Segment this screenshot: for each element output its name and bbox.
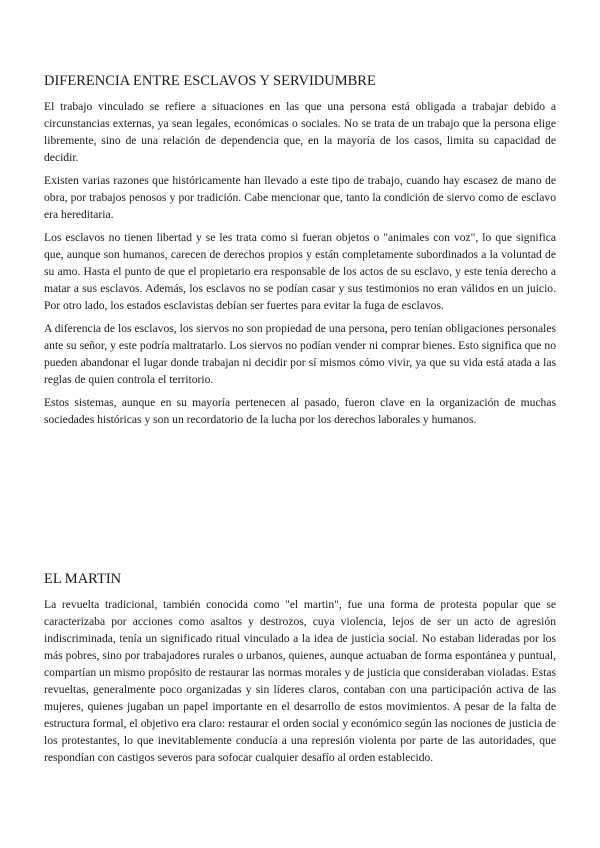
- paragraph: Existen varias razones que históricamente han llevado a este tipo de trabajo, cuando hay escasez de mano de obra, por trabajos penosos y por tradición. Cabe mencionar que, tanto la condición de siervo como de esclavo era hereditaria.: [44, 174, 556, 221]
- section-el-martin: [44, 570, 556, 772]
- paragraph: La revuelta tradicional, también conocida como "el martin", fue una forma de protesta popular que se caracterizaba por acciones como asaltos y destrozos, cuya violencia, lejos de ser un acto de agresión indiscriminada, tenía un significado ritual vinculado a la idea de justicia social. No estaban lideradas por los más pobres, sino por trabajadores rurales o urbanos, quienes, aunque actuaban de forma espontánea y puntual, compartían un mismo propósito de restaurar las normas morales y de justicia que consideraban violadas. Estas revueltas, generalmente poco organizadas y sin líderes claros, contaban con una participación activa de las mujeres, quienes jugaban un papel importante en el desarrollo de estos movimientos. A pesar de la falta de estructura formal, el objetivo era claro: restaurar el orden social y económico según las nociones de justicia de los protestantes, lo que inevitablemente conducía a una represión violenta por parte de las autoridades, que respondían con castigos severos para sofocar cualquier desafío al orden establecido.: [44, 598, 556, 764]
- paragraph: El trabajo vinculado se refiere a situaciones en las que una persona está obligada a trabajar debido a circunstancias externas, ya sean legales, económicas o sociales. No se trata de un trabajo que la persona elige libremente, sino de una relación de dependencia que, en la mayoría de los casos, limita su capacidad de decidir.: [44, 100, 556, 164]
- paragraph: A diferencia de los esclavos, los siervos no son propiedad de una persona, pero tenían obligaciones personales ante su señor, y este podría maltratarlo. Los siervos no podían vender ni comprar bienes. Esto significa que no pueden abandonar el lugar donde trabajan ni decidir por sí mismos cómo vivir, ya que su vida está atada a las reglas de quien controla el territorio.: [44, 322, 556, 386]
- section-esclavos-servidumbre: [44, 72, 556, 434]
- paragraph: Los esclavos no tienen libertad y se les trata como si fueran objetos o "animales con voz", lo que significa que, aunque son humanos, carecen de derechos propios y están completamente subordinados a la voluntad de su amo. Hasta el punto de que el propietario era responsable de los actos de su esclavo, y este tenía derecho a matar a sus esclavos. Además, los esclavos no se podían casar y sus testimonios no eran válidos en un juicio. Por otro lado, los estados esclavistas debían ser fuertes para evitar la fuga de esclavos.: [44, 231, 556, 312]
- section-heading: EL MARTIN: [44, 571, 122, 587]
- section-heading: DIFERENCIA ENTRE ESCLAVOS Y SERVIDUMBRE: [44, 73, 376, 89]
- paragraph: Estos sistemas, aunque en su mayoría pertenecen al pasado, fueron clave en la organización de muchas sociedades históricas y son un recordatorio de la lucha por los derechos laborales y humanos.: [44, 396, 556, 426]
